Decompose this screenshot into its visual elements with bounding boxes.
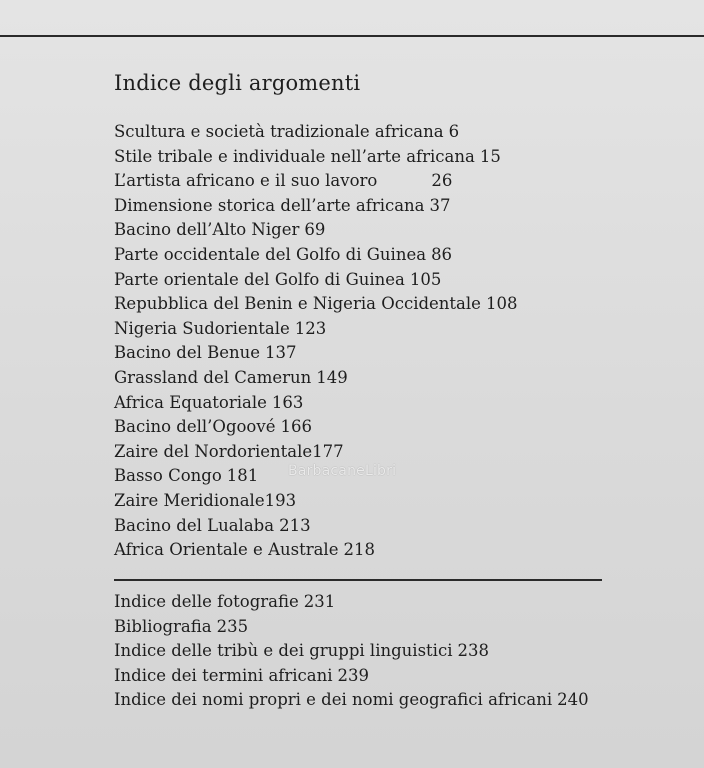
entry-page: 108 [485, 294, 518, 314]
entry-page: 235 [216, 616, 249, 636]
contents-entry [114, 415, 517, 440]
entry-page: 238 [457, 641, 489, 661]
entry-page: 240 [557, 690, 589, 710]
entry-label: Nigeria Sudorientale [114, 318, 290, 338]
top-divider [0, 35, 704, 37]
contents-entry [114, 169, 517, 194]
contents-entry [114, 391, 517, 416]
entry-label: Parte orientale del Golfo di Guinea [114, 269, 405, 289]
entry-label: Bacino dell’Alto Niger [114, 220, 300, 240]
contents-list [114, 120, 517, 563]
entry-label: Bacino dell’Ogoové [114, 417, 276, 437]
contents-entry [114, 317, 517, 342]
entry-page: 213 [279, 515, 311, 535]
entry-page: 105 [409, 269, 442, 289]
entry-page: 6 [448, 122, 460, 141]
contents-entry [114, 440, 517, 465]
entry-page: 177 [312, 441, 344, 461]
contents-entry [114, 243, 517, 268]
entry-page: 149 [316, 367, 348, 387]
entry-label: Zaire Meridionale [114, 490, 265, 510]
entry-page: 181 [226, 466, 259, 486]
back-matter-entry [114, 664, 589, 689]
back-matter-list [114, 590, 589, 713]
entry-label: Basso Congo [114, 466, 222, 486]
back-matter-entry [114, 615, 589, 640]
entry-page: 218 [343, 540, 375, 560]
entry-label: Indice dei nomi propri e dei nomi geografici africani [114, 690, 553, 710]
back-matter-entry [114, 688, 589, 713]
entry-label: Dimensione storica dell’arte africana [114, 195, 425, 215]
back-matter-entry [114, 590, 589, 615]
watermark: BarbacaneLibri [288, 463, 397, 479]
entry-label: L’artista africano e il suo lavoro [114, 171, 378, 191]
contents-entry [114, 514, 517, 539]
entry-page: 69 [304, 220, 326, 240]
entry-page: 166 [280, 417, 312, 437]
contents-entry [114, 366, 517, 391]
entry-label: Grassland del Camerun [114, 367, 312, 387]
contents-entry [114, 194, 517, 219]
entry-page: 239 [337, 665, 370, 685]
entry-label: Africa Equatoriale [114, 392, 267, 412]
entry-page: 15 [479, 146, 501, 166]
entry-page: 137 [265, 343, 297, 363]
page-title: Indice degli argomenti [114, 71, 361, 95]
entry-label: Bacino del Lualaba [114, 515, 275, 535]
entry-page: 193 [264, 490, 297, 510]
entry-label: Bibliografia [114, 616, 212, 636]
section-divider [114, 579, 602, 581]
entry-page: 163 [271, 392, 304, 412]
entry-page: 86 [431, 244, 453, 264]
entry-label: Repubblica del Benin e Nigeria Occidentale [114, 294, 481, 314]
contents-entry [114, 145, 517, 170]
entry-label: Stile tribale e individuale nell’arte africana [114, 146, 475, 166]
entry-page: 26 [431, 171, 453, 191]
entry-label: Zaire del Nordorientale [114, 441, 313, 461]
entry-page: 37 [429, 195, 451, 215]
contents-entry [114, 489, 517, 514]
contents-entry [114, 538, 517, 563]
entry-label: Indice dei termini africani [114, 665, 333, 685]
entry-label: Bacino del Benue [114, 343, 261, 363]
entry-label: Indice delle fotografie [114, 592, 299, 611]
contents-entry [114, 341, 517, 366]
entry-label: Parte occidentale del Golfo di Guinea [114, 244, 427, 264]
entry-label: Africa Orientale e Australe [114, 540, 339, 560]
contents-entry [114, 268, 517, 293]
entry-page: 123 [294, 318, 327, 338]
entry-label: Indice delle tribù e dei gruppi linguistici [114, 641, 453, 661]
entry-label: Scultura e società tradizionale africana [114, 122, 444, 141]
back-matter-entry [114, 639, 589, 664]
entry-page: 231 [303, 592, 336, 611]
contents-entry [114, 218, 517, 243]
contents-entry [114, 120, 517, 145]
contents-entry [114, 292, 517, 317]
